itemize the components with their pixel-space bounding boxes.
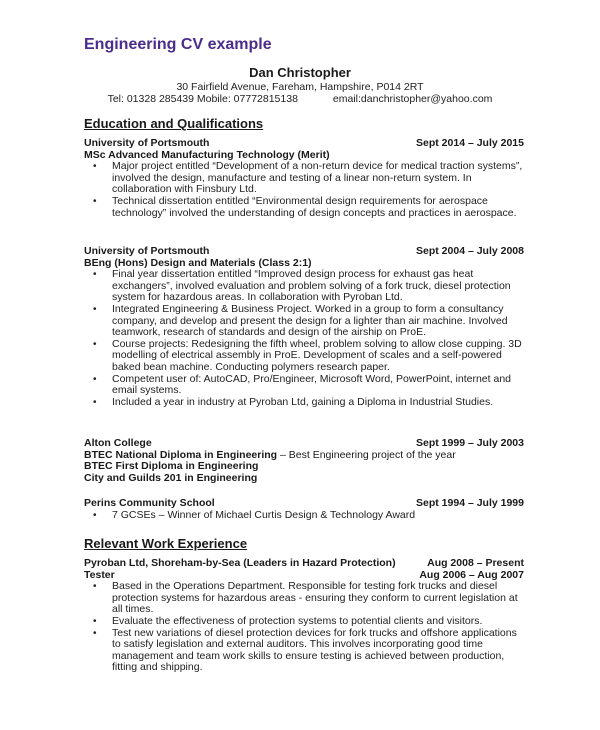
qualification-line: City and Guilds 201 in Engineering xyxy=(84,471,258,484)
list-item: • Included a year in industry at Pyroban Ltd, gaining a Diploma in Industrial Studies. xyxy=(84,397,524,409)
list-item: • Major project entitled “Development of a non-return device for medical traction systems”, involved the design, manufacture and testing of a linear non-return system. In collaboration with Finsbury Ltd. xyxy=(84,161,524,196)
entry-dates: Sept 1999 – July 2003 xyxy=(416,437,524,449)
company-dates: Aug 2008 – Present xyxy=(427,557,524,569)
document-title: Engineering CV example xyxy=(84,36,272,53)
candidate-contact: Tel: 01328 285439 Mobile: 07772815138 email:danchristopher@yahoo.com xyxy=(107,93,493,105)
list-item: • Technical dissertation entitled “Environmental design requirements for aerospace technology” involved the understanding of design concepts and practices in aerospace. xyxy=(84,196,524,219)
entry-dates: Sept 2014 – July 2015 xyxy=(416,137,524,149)
candidate-address: 30 Fairfield Avenue, Fareham, Hampshire, P014 2RT xyxy=(176,81,424,93)
institution: Perins Community School xyxy=(84,497,215,509)
education-entry-alton-college xyxy=(84,438,524,484)
work-heading: Relevant Work Experience xyxy=(84,536,248,551)
role-dates: Aug 2006 – Aug 2007 xyxy=(419,568,524,581)
qualification-line: BTEC First Diploma in Engineering xyxy=(84,460,259,473)
role: Tester xyxy=(84,568,115,581)
bullet-list xyxy=(84,581,524,674)
entry-dates: Sept 1994 – July 1999 xyxy=(416,497,524,509)
list-item: • Course projects: Redesigning the fifth wheel, problem solving to allow close cupping. 3D modelling of electrical assembly in ProE. Development of scales and a self-powered baked bean machine. Conducting polymers research paper. xyxy=(84,339,524,374)
work-entry-pyroban xyxy=(84,558,524,674)
entry-dates: Sept 2004 – July 2008 xyxy=(416,245,524,257)
bullet-list xyxy=(84,269,524,408)
bullet-list xyxy=(84,161,524,219)
bullet-list xyxy=(84,510,524,522)
list-item: • 7 GCSEs – Winner of Michael Curtis Design & Technology Award xyxy=(84,510,524,522)
list-item: • Evaluate the effectiveness of protection systems to potential clients and visitors. xyxy=(84,616,524,628)
company: Pyroban Ltd, Shoreham-by-Sea (Leaders in Hazard Protection) xyxy=(84,557,396,569)
institution: University of Portsmouth xyxy=(84,245,210,257)
degree: BEng (Hons) Design and Materials (Class 2:1) xyxy=(84,256,312,269)
institution: University of Portsmouth xyxy=(84,137,210,149)
qualification-line: BTEC National Diploma in Engineering – Best Engineering project of the year xyxy=(84,448,456,461)
education-entry-portsmouth-beng xyxy=(84,246,524,408)
list-item: • Test new variations of diesel protection devices for fork trucks and offshore applications to satisfy legislation and external auditors. This involves incorporating good time management and team work skills to ensure testing is achieved between production, fitting and shipping. xyxy=(84,628,524,674)
list-item: • Integrated Engineering & Business Project. Worked in a group to form a consultancy company, and develop and present the design for a lighter than air machine. Involved teamwork, research of standards and design of the airship on ProE. xyxy=(84,304,524,339)
list-item: • Competent user of: AutoCAD, Pro/Engineer, Microsoft Word, PowerPoint, internet and email systems. xyxy=(84,374,524,397)
list-item: • Based in the Operations Department. Responsible for testing fork trucks and diesel protection systems for hazardous areas - ensuring they conform to current legislation at all times. xyxy=(84,581,524,616)
education-heading: Education and Qualifications xyxy=(84,116,264,131)
degree: MSc Advanced Manufacturing Technology (Merit) xyxy=(84,148,330,161)
education-entry-portsmouth-msc xyxy=(84,138,524,219)
education-entry-perins-school xyxy=(84,498,524,521)
candidate-name: Dan Christopher xyxy=(249,65,351,80)
institution: Alton College xyxy=(84,437,152,449)
list-item: • Final year dissertation entitled “Improved design process for exhaust gas heat exchangers”, involved evaluation and problem solving of a fork truck, diesel protection system for hazardous areas. In collaboration with Pyroban Ltd. xyxy=(84,269,524,304)
